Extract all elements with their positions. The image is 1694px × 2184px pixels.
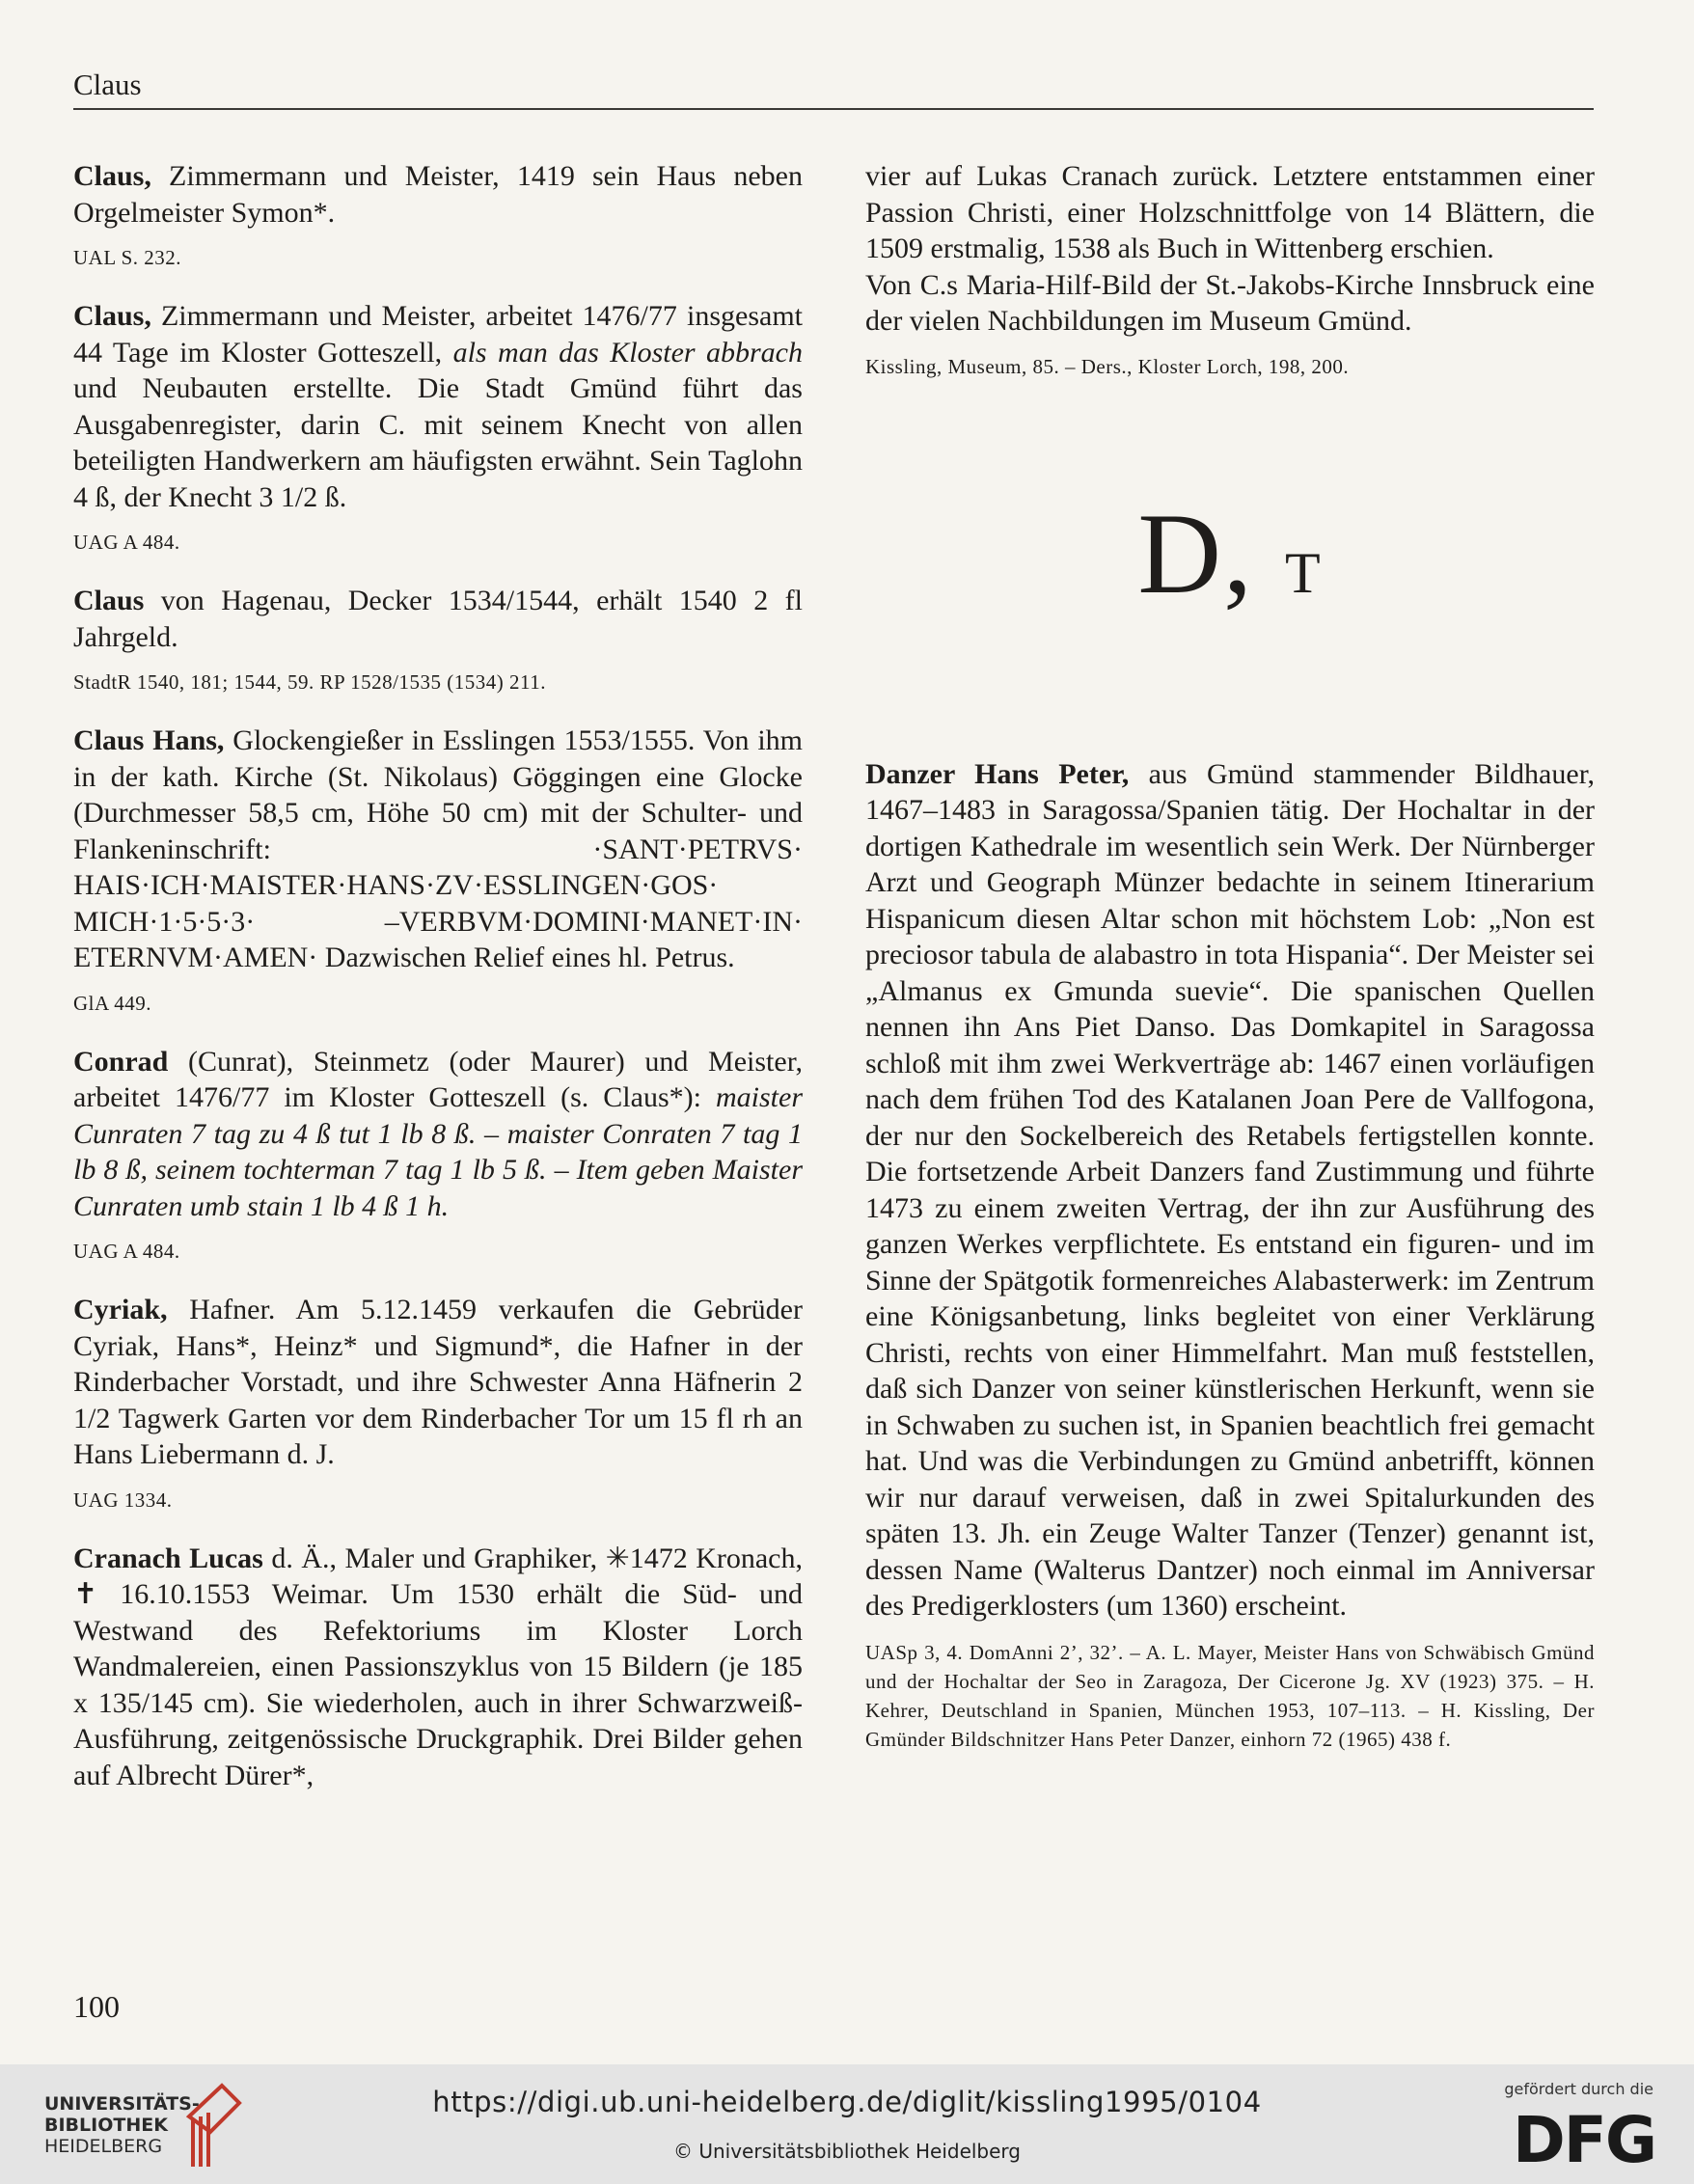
lexicon-entry <box>73 723 803 976</box>
danzer-entry <box>865 756 1595 1624</box>
entry-source: GlA 449. <box>73 991 152 1015</box>
entry-text: d. Ä., Maler und Graphiker, ✳1472 Kronach, ✝ 16.10.1553 Weimar. Um 1530 erhält die Süd- und Westwand des Refektoriums im Kloster Lorch Wandmalereien, einen Passionszyklus von 15 Bildern (je 185 x 135/145 cm). Sie wiederholen, auch in ihrer Schwarzweiß-Ausführung, zeitgenössische Druckgraphik. Drei Bilder gehen auf Albrecht Dürer*, <box>73 1542 803 1791</box>
entry-text: Glockengießer in Esslingen 1553/1555. Von ihm in der kath. Kirche (St. Nikolaus) Göggingen eine Glocke (Durchmesser 58,5 cm, Höhe 50 cm) mit der Schulter- und Flankeninschrift: ·SANT·PETRVS· HAIS·ICH·MAISTER·HANS·ZV·ESSLINGEN·GOS· MICH·1·5·5·3· –VERBVM·DOMINI·MANET·IN· ETERNVM·AMEN· Dazwischen Relief eines hl. Petrus. <box>73 724 804 973</box>
cranach-source: Kissling, Museum, 85. – Ders., Kloster Lorch, 198, 200. <box>865 354 1350 378</box>
entry-headword: Conrad <box>73 1045 169 1078</box>
entry-source: UAG A 484. <box>73 1240 180 1263</box>
entry-source: UAG 1334. <box>73 1488 173 1512</box>
section-letter-d: D, <box>1137 488 1254 617</box>
entry-headword: Cranach Lucas <box>73 1542 263 1574</box>
entry-text: Zimmermann und Meister, arbeitet 1476/77 insgesamt 44 Tage im Kloster Gotteszell, als man das Kloster abbrach und Neubauten erstellte. Die Stadt Gmünd führt das Ausgabenregister, darin C. mit seinem Knecht von allen beteiligten Handwerkern am häufigsten erwähnt. Sein Taglohn 4 ß, der Knecht 3 1/2 ß. <box>73 300 804 513</box>
permalink-url[interactable]: https://digi.ub.uni-heidelberg.de/diglit/kissling1995/0104 <box>432 2086 1262 2118</box>
entry-source: StadtR 1540, 181; 1544, 59. RP 1528/1535 (1534) 211. <box>73 670 546 694</box>
entry-text: Zimmermann und Meister, 1419 sein Haus neben Orgelmeister Symon*. <box>73 160 803 229</box>
library-name-line2: BIBLIOTHEK <box>44 2115 168 2136</box>
library-name-line3: HEIDELBERG <box>44 2136 163 2157</box>
entry-headword: Danzer Hans Peter, <box>865 757 1130 790</box>
lexicon-entry <box>73 1541 803 1794</box>
entry-headword: Claus, <box>73 160 151 192</box>
entry-headword: Cyriak, <box>73 1294 168 1325</box>
lexicon-entry <box>73 1044 803 1225</box>
entry-text: aus Gmünd stammender Bildhauer, 1467–1483 in Saragossa/Spanien tätig. Der Hochaltar in der dortigen Kathedrale im wesentlich sein Werk. Der Nürnberger Arzt und Geograph Münzer bedachte in seinem Itinerarium Hispanicum diesen Altar schon mit höchstem Lob: „Non est preciosor tabula de alabastro in tota Hispania“. Der Meister sei „Almanus ex Gmunda suevie“. Die spanischen Quellen nennen ihn Ans Piet Danso. Das Domkapitel in Saragossa schloß mit ihm zwei Werkverträge ab: 1467 einen vorläufigen nach dem frühen Tod des Katalanen Joan Pere de Vallfogona, der nur den Sockelbereich des Retabels fertigstellen konnte. Die fortsetzende Arbeit Danzers fand Zustimmung und führte 1473 zu einem zweiten Vertrag, der ihn zur Ausführung des ganzen Werkes verpflichtete. Es entstand ein figuren- und im Sinne der Spätgotik formenreiches Alabasterwerk: im Zentrum eine Königsanbetung, links begleitet von einer Verklärung Christi, rechts von einer Himmelfahrt. Man muß feststellen, daß sich Danzer von seiner künstlerischen Herkunft, wenn sie in Schwaben zu suchen ist, in Spanien beachtlich frei gemacht hat. Und was die Verbindungen zu Gmünd anbetrifft, können wir nur darauf verweisen, daß in zwei Spitalurkunden des späten 13. Jh. ein Zeuge Walter Tanzer (Tenzer) genannt ist, dessen Name (Walterus Dantzer) noch einmal im Anniversar des Predigerklosters (um 1360) erscheint. <box>865 757 1595 1622</box>
dfg-logo[interactable]: DFG <box>1512 2103 1655 2177</box>
copyright-note: © Universitätsbibliothek Heidelberg <box>672 2140 1021 2163</box>
cranach-continuation-2: Von C.s Maria-Hilf-Bild der St.-Jakobs-Kirche Innsbruck eine der vielen Nachbildungen im Museum Gmünd. <box>865 268 1595 337</box>
entry-source: UAL S. 232. <box>73 246 182 269</box>
lexicon-entry <box>73 1292 803 1473</box>
library-name-line1: UNIVERSITÄTS- <box>44 2093 200 2115</box>
right-column <box>865 158 1595 1781</box>
entry-source: UAG A 484. <box>73 531 180 554</box>
running-head: Claus <box>73 68 1594 110</box>
funding-note: gefördert durch die <box>1504 2080 1653 2098</box>
viewer-footer <box>0 2064 1694 2184</box>
lexicon-entry <box>73 158 803 231</box>
page-number: 100 <box>73 1989 120 2024</box>
entry-text: von Hagenau, Decker 1534/1544, erhält 1540 2 fl Jahrgeld. <box>73 585 803 653</box>
entry-headword: Claus <box>73 585 145 616</box>
section-letter-heading <box>865 488 1595 631</box>
lexicon-entry <box>73 583 803 655</box>
lexicon-entry <box>73 298 803 515</box>
left-column <box>73 158 803 1793</box>
section-letter-t: T <box>1285 540 1323 605</box>
cranach-continuation: vier auf Lukas Cranach zurück. Letztere entstammen einer Passion Christi, einer Holzschnittfolge von 14 Blättern, die 1509 erstmalig, 1538 als Buch in Wittenberg erschien. <box>865 160 1595 264</box>
danzer-source: UASp 3, 4. DomAnni 2’, 32’. – A. L. Mayer, Meister Hans von Schwäbisch Gmünd und der Hochaltar der Seo in Zaragoza, Der Cicerone Jg. XV (1923) 375. – H. Kehrer, Deutschland in Spanien, München 1953, 107–113. – H. Kissling, Der Gmünder Bildschnitzer Hans Peter Danzer, einhorn 72 (1965) 438 f. <box>865 1640 1595 1751</box>
entry-text: (Cunrat), Steinmetz (oder Maurer) und Meister, arbeitet 1476/77 im Kloster Gotteszell (s. Claus*): maister Cunraten 7 tag zu 4 ß tut 1 lb 8 ß. – maister Conraten 7 tag 1 lb 8 ß, seinem tochterman 7 tag 1 lb 5 ß. – Item geben Maister Cunraten umb stain 1 lb 4 ß 1 h. <box>73 1045 803 1222</box>
entry-headword: Claus, <box>73 300 151 332</box>
entry-headword: Claus Hans, <box>73 724 225 756</box>
entry-text: Hafner. Am 5.12.1459 verkaufen die Gebrüder Cyriak, Hans*, Heinz* und Sigmund*, die Hafner in der Rinderbacher Vorstadt, und ihre Schwester Anna Häfnerin 2 1/2 Tagwerk Garten vor dem Rinderbacher Tor um 15 fl rh an Hans Liebermann d. J. <box>73 1294 803 1470</box>
